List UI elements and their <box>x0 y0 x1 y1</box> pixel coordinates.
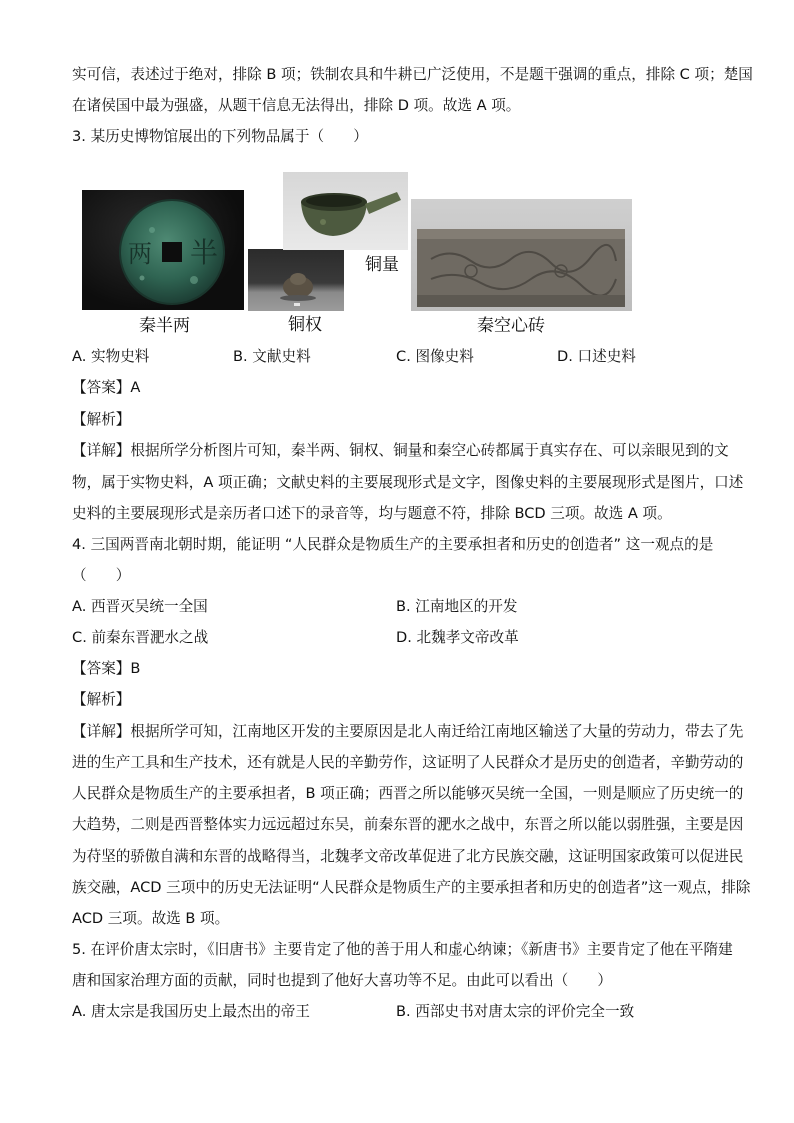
q4-option-d: D. 北魏孝文帝改革 <box>396 629 519 646</box>
hollow-brick-icon <box>411 199 632 311</box>
question-5-stem: 唐和国家治理方面的贡献，同时也提到了他好大喜功等不足。由此可以看出（ ） <box>72 972 612 989</box>
question-4-stem: （ ） <box>72 567 131 584</box>
question-3-stem: 3. 某历史博物馆展出的下列物品属于（ ） <box>72 128 368 145</box>
question-4-stem: 4. 三国两晋南北朝时期，能证明 “人民群众是物质生产的主要承担者和历史的创造者” 这一观点的是 <box>72 536 714 553</box>
q3-detail-line: 物，属于实物史料，A 项正确；文献史料的主要展现形式是文字，图像史料的主要展现形式是图片，口述 <box>72 474 744 491</box>
text-line: 在诸侯国中最为强盛，从题干信息无法得出，排除 D 项。故选 A 项。 <box>72 97 521 114</box>
q4-option-b: B. 江南地区的开发 <box>396 598 518 615</box>
q3-option-b: B. 文献史料 <box>233 348 311 365</box>
ban-liang-coin-icon <box>82 190 244 310</box>
q3-option-a: A. 实物史料 <box>72 348 150 365</box>
q4-detail-line: 为苻坚的骄傲自满和东晋的战略得当，北魏孝文帝改革促进了北方民族交融，这证明国家政策可以促进民 <box>72 848 744 865</box>
svg-text:两: 两 <box>128 240 152 268</box>
q3-analysis-label: 【解析】 <box>72 411 131 428</box>
caption-copper-weight: 铜权 <box>288 315 322 335</box>
q3-detail-line: 【详解】根据所学分析图片可知，秦半两、铜权、铜量和秦空心砖都属于真实存在、可以亲眼见到的文 <box>72 442 729 459</box>
q3-detail-line: 史料的主要展现形式是亲历者口述下的录音等，均与题意不符，排除 BCD 三项。故选 A 项。 <box>72 505 672 522</box>
q5-option-a: A. 唐太宗是我国历史上最杰出的帝王 <box>72 1003 310 1020</box>
question-5-stem: 5. 在评价唐太宗时，《旧唐书》主要肯定了他的善于用人和虚心纳谏；《新唐书》主要肯定了他在平隋建 <box>72 941 733 958</box>
caption-copper-measure: 铜量 <box>365 255 399 275</box>
q4-option-c: C. 前秦东晋淝水之战 <box>72 629 209 646</box>
text-line: 实可信，表述过于绝对，排除 B 项；铁制农具和牛耕已广泛使用，不是题干强调的重点，排除 C 项；楚国 <box>72 66 753 83</box>
q3-answer: 【答案】A <box>72 379 141 396</box>
q3-option-c: C. 图像史料 <box>396 348 474 365</box>
q4-detail-line: ACD 三项。故选 B 项。 <box>72 910 230 927</box>
q3-option-d: D. 口述史料 <box>557 348 636 365</box>
coin-photo <box>82 190 244 310</box>
copper-measure-icon <box>283 172 408 250</box>
caption-ban-liang: 秦半两 <box>139 316 190 336</box>
q4-analysis-label: 【解析】 <box>72 691 131 708</box>
q4-detail-line: 族交融，ACD 三项中的历史无法证明“人民群众是物质生产的主要承担者和历史的创造者”这一观点，排除 <box>72 879 751 896</box>
hollow-brick-photo <box>411 199 632 311</box>
q5-option-b: B. 西部史书对唐太宗的评价完全一致 <box>396 1003 635 1020</box>
caption-hollow-brick: 秦空心砖 <box>477 316 545 336</box>
svg-text:半: 半 <box>189 236 219 269</box>
q4-detail-line: 人民群众是物质生产的主要承担者，B 项正确；西晋之所以能够灭吴统一全国，一则是顺应了历史统一的 <box>72 785 744 802</box>
q4-option-a: A. 西晋灭吴统一全国 <box>72 598 208 615</box>
copper-weight-icon <box>248 249 344 311</box>
copper-weight-photo <box>248 249 344 311</box>
q4-detail-line: 【详解】根据所学可知，江南地区开发的主要原因是北人南迁给江南地区输送了大量的劳动力，带去了先 <box>72 723 744 740</box>
q4-answer: 【答案】B <box>72 660 141 677</box>
copper-measure-photo <box>283 172 408 250</box>
q4-detail-line: 进的生产工具和生产技术，还有就是人民的辛勤劳作，这证明了人民群众才是历史的创造者，辛勤劳动的 <box>72 754 744 771</box>
q4-detail-line: 大趋势，二则是西晋整体实力远远超过东吴，前秦东晋的淝水之战中，东晋之所以能以弱胜强，主要是因 <box>72 816 744 833</box>
